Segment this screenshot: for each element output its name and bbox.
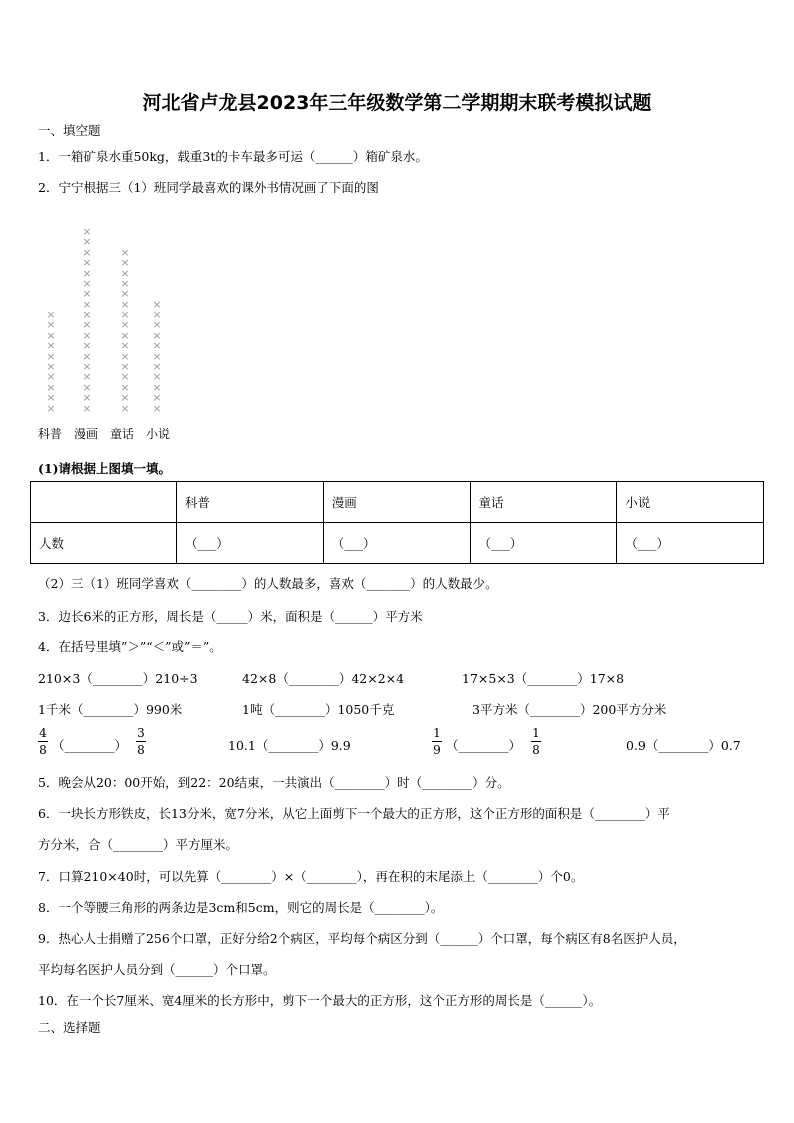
tally-mark: × <box>46 370 56 384</box>
tally-mark: × <box>46 328 56 342</box>
tally-mark: × <box>82 297 92 311</box>
question-8: 8．一个等腰三角形的两条边是3cm和5cm，则它的周长是（________）。 <box>38 900 444 915</box>
tally-mark: × <box>82 287 92 301</box>
table-cell: （___） <box>177 523 324 564</box>
section-multiple-choice: 二、选择题 <box>38 1020 101 1035</box>
category-label: 童话 <box>110 427 135 441</box>
fraction-numerator: 1 <box>433 726 441 740</box>
table-cell: （___） <box>617 523 764 564</box>
tally-column-3 <box>118 245 132 415</box>
tally-mark: × <box>82 391 92 405</box>
tally-mark: × <box>152 349 162 363</box>
tally-mark: × <box>82 370 92 384</box>
compare-item: 42×8（________）42×2×4 <box>242 671 405 686</box>
tally-mark: × <box>46 401 56 415</box>
question-1: 1．一箱矿泉水重50kg，载重3t的卡车最多可运（______）箱矿泉水。 <box>38 149 428 164</box>
tally-mark: × <box>82 360 92 374</box>
tally-mark: × <box>152 401 162 415</box>
tally-mark: × <box>152 328 162 342</box>
tally-mark: × <box>82 256 92 270</box>
tally-mark: × <box>82 380 92 394</box>
tally-mark: × <box>152 391 162 405</box>
tally-mark: × <box>82 235 92 249</box>
tally-mark: × <box>46 339 56 353</box>
tally-mark: × <box>82 308 92 322</box>
compare-item: 10.1（________）9.9 <box>228 738 351 753</box>
tally-mark: × <box>46 318 56 332</box>
tally-mark: × <box>120 380 130 394</box>
question-9-continued: 平均每名医护人员分到（______）个口罩。 <box>38 962 276 977</box>
fraction-numerator: 3 <box>137 726 145 740</box>
tally-mark: × <box>120 256 130 270</box>
tally-column-2 <box>80 224 94 415</box>
tally-mark: × <box>120 287 130 301</box>
fraction-numerator: 4 <box>39 726 47 740</box>
tally-mark: × <box>120 297 130 311</box>
category-label: 漫画 <box>74 427 99 441</box>
fraction-bar <box>136 741 146 742</box>
count-table <box>30 481 764 564</box>
fraction-bar <box>432 741 442 742</box>
tally-chart <box>36 214 186 414</box>
tally-mark: × <box>46 308 56 322</box>
tally-mark: × <box>82 224 92 238</box>
tally-mark: × <box>82 349 92 363</box>
compare-item: 17×5×3（________）17×8 <box>462 671 625 686</box>
question-2: 2．宁宁根据三（1）班同学最喜欢的课外书情况画了下面的图 <box>38 180 379 195</box>
question-4: 4．在括号里填”＞”“＜”或”＝”。 <box>38 639 222 654</box>
tally-mark: × <box>120 391 130 405</box>
tally-mark: × <box>120 370 130 384</box>
tally-mark: × <box>46 391 56 405</box>
table-cell: 漫画 <box>323 482 470 523</box>
tally-mark: × <box>152 318 162 332</box>
fraction-denominator: 8 <box>39 743 47 757</box>
question-7: 7．口算210×40时，可以先算（________）×（________），再在积的末尾添上（________）个0。 <box>38 869 584 884</box>
fraction-denominator: 9 <box>433 743 441 757</box>
fraction-numerator: 1 <box>532 726 540 740</box>
tally-mark: × <box>46 360 56 374</box>
tally-mark: × <box>120 349 130 363</box>
table-cell: 科普 <box>177 482 324 523</box>
tally-mark: × <box>82 328 92 342</box>
compare-item: 1千米（________）990米 <box>38 702 183 717</box>
tally-mark: × <box>82 401 92 415</box>
question-2-part-1: (1)请根据上图填一填。 <box>38 461 172 476</box>
table-cell: 小说 <box>617 482 764 523</box>
table-cell: 童话 <box>470 482 617 523</box>
table-cell: （___） <box>470 523 617 564</box>
question-2-part-2: （2）三（1）班同学喜欢（________）的人数最多，喜欢（_______）的人数最少。 <box>38 576 498 591</box>
tally-mark: × <box>120 328 130 342</box>
compare-item: 210×3（________）210÷3 <box>38 671 198 686</box>
tally-mark: × <box>120 339 130 353</box>
tally-mark: × <box>46 380 56 394</box>
table-cell: 人数 <box>31 523 177 564</box>
tally-mark: × <box>120 276 130 290</box>
tally-mark: × <box>152 360 162 374</box>
question-10: 10．在一个长7厘米、宽4厘米的长方形中，剪下一个最大的正方形，这个正方形的周长是（______）。 <box>38 993 602 1008</box>
table-header-row <box>31 482 764 523</box>
fraction <box>531 726 541 757</box>
tally-mark: × <box>82 245 92 259</box>
question-9: 9．热心人士捐赠了256个口罩，正好分给2个病区，平均每个病区分到（______）个口罩，每个病区有8名医护人员， <box>38 931 686 946</box>
category-label: 科普 <box>38 427 63 441</box>
fraction <box>38 726 48 757</box>
compare-item: 1吨（________）1050千克 <box>242 702 395 717</box>
tally-mark: × <box>152 339 162 353</box>
table-row <box>31 523 764 564</box>
tally-mark: × <box>152 380 162 394</box>
tally-mark: × <box>152 370 162 384</box>
compare-blank: （________） <box>52 738 128 753</box>
question-6: 6．一块长方形铁皮，长13分米，宽7分米，从它上面剪下一个最大的正方形，这个正方形的面积是（________）平 <box>38 806 670 821</box>
fraction-bar <box>531 741 541 742</box>
tally-mark: × <box>82 318 92 332</box>
category-label: 小说 <box>146 427 171 441</box>
section-fill-blank: 一、填空题 <box>38 123 101 138</box>
fraction-denominator: 8 <box>532 743 540 757</box>
question-6-continued: 方分米，合（________）平方厘米。 <box>38 837 239 852</box>
fraction <box>136 726 146 757</box>
tally-column-4 <box>150 297 164 415</box>
fraction-bar <box>38 741 48 742</box>
table-cell: （___） <box>323 523 470 564</box>
tally-mark: × <box>120 318 130 332</box>
tally-mark: × <box>46 349 56 363</box>
fraction <box>432 726 442 757</box>
tally-mark: × <box>120 245 130 259</box>
tally-mark: × <box>120 401 130 415</box>
compare-item: 3平方米（________）200平方分米 <box>472 702 667 717</box>
tally-mark: × <box>152 297 162 311</box>
fraction-denominator: 8 <box>137 743 145 757</box>
tally-mark: × <box>82 339 92 353</box>
tally-mark: × <box>120 360 130 374</box>
tally-mark: × <box>152 308 162 322</box>
tally-mark: × <box>120 308 130 322</box>
page-title: 河北省卢龙县2023年三年级数学第二学期期末联考模拟试题 <box>142 92 652 114</box>
question-3: 3．边长6米的正方形，周长是（_____）米，面积是（______）平方米 <box>38 609 423 624</box>
tally-mark: × <box>82 276 92 290</box>
compare-item: 0.9（________）0.7 <box>626 738 741 753</box>
tally-mark: × <box>82 266 92 280</box>
compare-blank: （________） <box>446 738 522 753</box>
question-5: 5．晚会从20：00开始，到22：20结束，一共演出（________）时（________）分。 <box>38 775 510 790</box>
tally-mark: × <box>120 266 130 280</box>
tally-column-1 <box>44 310 58 414</box>
table-cell <box>31 482 177 523</box>
